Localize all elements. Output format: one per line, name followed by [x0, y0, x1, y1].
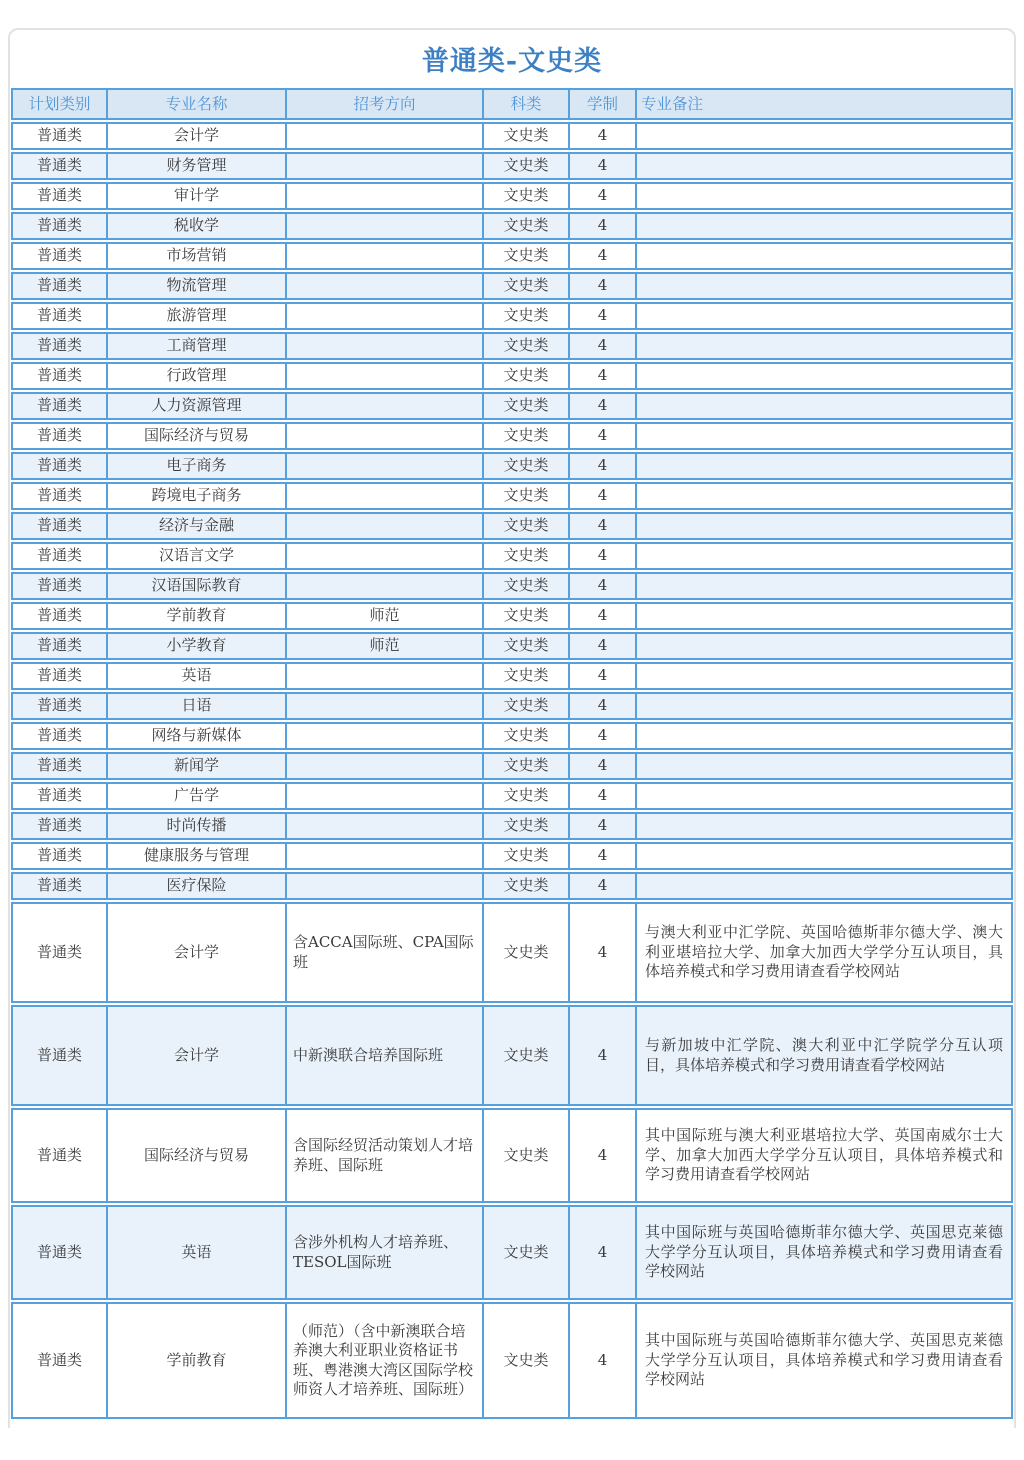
cell-direction — [287, 692, 484, 720]
cell-direction — [287, 122, 484, 150]
cell-subject-type: 文史类 — [484, 842, 570, 870]
cell-plan-category: 普通类 — [11, 362, 108, 390]
cell-subject-type: 文史类 — [484, 542, 570, 570]
cell-major-remarks — [637, 452, 1013, 480]
cell-direction — [287, 902, 484, 1003]
cell-direction — [287, 422, 484, 450]
table-row — [11, 422, 1013, 450]
cell-study-length: 4 — [570, 1005, 637, 1106]
table-row — [11, 542, 1013, 570]
cell-study-length: 4 — [570, 242, 637, 270]
cell-study-length: 4 — [570, 812, 637, 840]
cell-plan-category: 普通类 — [11, 272, 108, 300]
table-row — [11, 362, 1013, 390]
cell-major-remarks — [637, 542, 1013, 570]
cell-major-name: 时尚传播 — [108, 812, 287, 840]
table-row — [11, 242, 1013, 270]
cell-direction — [287, 212, 484, 240]
cell-subject-type: 文史类 — [484, 1205, 570, 1300]
cell-direction — [287, 482, 484, 510]
cell-subject-type: 文史类 — [484, 452, 570, 480]
cell-subject-type: 文史类 — [484, 752, 570, 780]
cell-major-name: 税收学 — [108, 212, 287, 240]
cell-major-remarks — [637, 152, 1013, 180]
header-major-remarks: 专业备注 — [637, 88, 1013, 120]
table-row — [11, 902, 1013, 1003]
cell-subject-type: 文史类 — [484, 812, 570, 840]
cell-study-length: 4 — [570, 692, 637, 720]
cell-subject-type: 文史类 — [484, 722, 570, 750]
cell-major-name: 行政管理 — [108, 362, 287, 390]
cell-major-name: 学前教育 — [108, 602, 287, 630]
table-row — [11, 482, 1013, 510]
table-row — [11, 212, 1013, 240]
cell-direction — [287, 872, 484, 900]
cell-plan-category: 普通类 — [11, 572, 108, 600]
cell-subject-type: 文史类 — [484, 872, 570, 900]
direction-text: （师范）（含中新澳联合培养澳大利亚职业资格证书班、粤港澳大湾区国际学校师资人才培养班、国际班） — [293, 1321, 474, 1399]
cell-study-length: 4 — [570, 542, 637, 570]
cell-subject-type: 文史类 — [484, 1108, 570, 1203]
cell-major-name: 汉语言文学 — [108, 542, 287, 570]
table-row — [11, 782, 1013, 810]
cell-study-length: 4 — [570, 632, 637, 660]
cell-direction — [287, 302, 484, 330]
cell-study-length: 4 — [570, 422, 637, 450]
cell-major-remarks — [637, 242, 1013, 270]
cell-subject-type: 文史类 — [484, 512, 570, 540]
remark-text: 其中国际班与澳大利亚堪培拉大学、英国南威尔士大学、加拿大加西大学学分互认项目，具体培养模式和学习费用请查看学校网站 — [645, 1126, 1003, 1184]
table-row — [11, 332, 1013, 360]
cell-major-name: 会计学 — [108, 1005, 287, 1106]
cell-major-name: 工商管理 — [108, 332, 287, 360]
table-row — [11, 842, 1013, 870]
cell-major-name: 学前教育 — [108, 1302, 287, 1419]
cell-direction — [287, 452, 484, 480]
cell-major-remarks — [637, 362, 1013, 390]
cell-plan-category: 普通类 — [11, 332, 108, 360]
cell-study-length: 4 — [570, 602, 637, 630]
admission-plan-table — [11, 88, 1013, 1419]
cell-plan-category: 普通类 — [11, 602, 108, 630]
remark-text: 其中国际班与英国哈德斯菲尔德大学、英国思克莱德大学学分互认项目，具体培养模式和学习费用请查看学校网站 — [645, 1331, 1003, 1389]
cell-major-remarks — [637, 1302, 1013, 1419]
cell-study-length: 4 — [570, 212, 637, 240]
cell-direction — [287, 602, 484, 630]
cell-direction — [287, 752, 484, 780]
cell-major-remarks — [637, 722, 1013, 750]
cell-direction — [287, 182, 484, 210]
table-row — [11, 452, 1013, 480]
cell-subject-type: 文史类 — [484, 182, 570, 210]
cell-study-length: 4 — [570, 152, 637, 180]
cell-plan-category: 普通类 — [11, 692, 108, 720]
cell-study-length: 4 — [570, 572, 637, 600]
cell-major-name: 会计学 — [108, 902, 287, 1003]
cell-direction — [287, 362, 484, 390]
cell-plan-category: 普通类 — [11, 752, 108, 780]
cell-subject-type: 文史类 — [484, 242, 570, 270]
direction-text: 师范 — [369, 636, 400, 655]
direction-text: 师范 — [369, 606, 400, 625]
cell-plan-category: 普通类 — [11, 182, 108, 210]
cell-major-name: 英语 — [108, 1205, 287, 1300]
cell-plan-category: 普通类 — [11, 1302, 108, 1419]
cell-plan-category: 普通类 — [11, 872, 108, 900]
cell-major-remarks — [637, 1108, 1013, 1203]
cell-plan-category: 普通类 — [11, 1108, 108, 1203]
table-row — [11, 1302, 1013, 1419]
cell-subject-type: 文史类 — [484, 902, 570, 1003]
cell-direction — [287, 332, 484, 360]
table-row — [11, 752, 1013, 780]
cell-plan-category: 普通类 — [11, 392, 108, 420]
cell-major-remarks — [637, 662, 1013, 690]
cell-major-name: 国际经济与贸易 — [108, 1108, 287, 1203]
cell-direction — [287, 782, 484, 810]
cell-plan-category: 普通类 — [11, 842, 108, 870]
cell-study-length: 4 — [570, 902, 637, 1003]
remark-text: 与澳大利亚中汇学院、英国哈德斯菲尔德大学、澳大利亚堪培拉大学、加拿大加西大学学分互认项目，具体培养模式和学习费用请查看学校网站 — [645, 923, 1003, 981]
cell-major-name: 英语 — [108, 662, 287, 690]
table-row — [11, 122, 1013, 150]
cell-subject-type: 文史类 — [484, 1005, 570, 1106]
table-row — [11, 392, 1013, 420]
cell-study-length: 4 — [570, 122, 637, 150]
cell-plan-category: 普通类 — [11, 152, 108, 180]
cell-plan-category: 普通类 — [11, 782, 108, 810]
cell-major-remarks — [637, 752, 1013, 780]
cell-study-length: 4 — [570, 1108, 637, 1203]
cell-plan-category: 普通类 — [11, 512, 108, 540]
cell-major-remarks — [637, 392, 1013, 420]
cell-direction — [287, 572, 484, 600]
table-header-row — [11, 88, 1013, 120]
table-row — [11, 812, 1013, 840]
cell-study-length: 4 — [570, 182, 637, 210]
cell-major-name: 跨境电子商务 — [108, 482, 287, 510]
table-row — [11, 152, 1013, 180]
table-row — [11, 632, 1013, 660]
cell-subject-type: 文史类 — [484, 302, 570, 330]
table-row — [11, 722, 1013, 750]
cell-major-remarks — [637, 872, 1013, 900]
table-row — [11, 602, 1013, 630]
cell-study-length: 4 — [570, 482, 637, 510]
cell-direction — [287, 152, 484, 180]
cell-major-remarks — [637, 122, 1013, 150]
cell-plan-category: 普通类 — [11, 302, 108, 330]
header-plan-category: 计划类别 — [11, 88, 108, 120]
table-row — [11, 1005, 1013, 1106]
header-major-name: 专业名称 — [108, 88, 287, 120]
cell-subject-type: 文史类 — [484, 332, 570, 360]
cell-major-remarks — [637, 512, 1013, 540]
cell-plan-category: 普通类 — [11, 242, 108, 270]
direction-text: 含国际经贸活动策划人才培养班、国际班 — [293, 1136, 474, 1174]
cell-study-length: 4 — [570, 782, 637, 810]
cell-study-length: 4 — [570, 1205, 637, 1300]
cell-study-length: 4 — [570, 752, 637, 780]
cell-major-remarks — [637, 272, 1013, 300]
cell-study-length: 4 — [570, 362, 637, 390]
cell-major-name: 会计学 — [108, 122, 287, 150]
cell-major-remarks — [637, 212, 1013, 240]
cell-plan-category: 普通类 — [11, 422, 108, 450]
table-body — [11, 122, 1013, 1419]
table-row — [11, 692, 1013, 720]
cell-plan-category: 普通类 — [11, 1005, 108, 1106]
cell-plan-category: 普通类 — [11, 1205, 108, 1300]
remark-text: 其中国际班与英国哈德斯菲尔德大学、英国思克莱德大学学分互认项目，具体培养模式和学习费用请查看学校网站 — [645, 1223, 1003, 1281]
cell-major-remarks — [637, 422, 1013, 450]
cell-study-length: 4 — [570, 1302, 637, 1419]
cell-subject-type: 文史类 — [484, 152, 570, 180]
direction-text: 中新澳联合培养国际班 — [293, 1045, 444, 1064]
cell-major-remarks — [637, 182, 1013, 210]
cell-major-remarks — [637, 782, 1013, 810]
cell-study-length: 4 — [570, 392, 637, 420]
cell-major-name: 网络与新媒体 — [108, 722, 287, 750]
cell-direction — [287, 1108, 484, 1203]
cell-major-remarks — [637, 902, 1013, 1003]
cell-plan-category: 普通类 — [11, 812, 108, 840]
cell-major-name: 健康服务与管理 — [108, 842, 287, 870]
table-row — [11, 512, 1013, 540]
cell-major-name: 人力资源管理 — [108, 392, 287, 420]
cell-major-remarks — [637, 602, 1013, 630]
cell-subject-type: 文史类 — [484, 662, 570, 690]
table-row — [11, 872, 1013, 900]
cell-major-name: 电子商务 — [108, 452, 287, 480]
cell-major-remarks — [637, 482, 1013, 510]
cell-direction — [287, 1005, 484, 1106]
cell-major-remarks — [637, 572, 1013, 600]
direction-text: 含ACCA国际班、CPA国际班 — [293, 933, 474, 971]
cell-subject-type: 文史类 — [484, 1302, 570, 1419]
page-title: 普通类-文史类 — [421, 46, 603, 77]
cell-direction — [287, 662, 484, 690]
cell-direction — [287, 392, 484, 420]
cell-subject-type: 文史类 — [484, 632, 570, 660]
cell-major-remarks — [637, 632, 1013, 660]
cell-direction — [287, 632, 484, 660]
cell-major-name: 汉语国际教育 — [108, 572, 287, 600]
cell-major-name: 财务管理 — [108, 152, 287, 180]
table-row — [11, 1205, 1013, 1300]
cell-direction — [287, 512, 484, 540]
table-row — [11, 302, 1013, 330]
cell-major-name: 国际经济与贸易 — [108, 422, 287, 450]
cell-major-remarks — [637, 692, 1013, 720]
cell-direction — [287, 542, 484, 570]
cell-major-remarks — [637, 842, 1013, 870]
cell-subject-type: 文史类 — [484, 692, 570, 720]
cell-subject-type: 文史类 — [484, 212, 570, 240]
header-study-length: 学制 — [570, 88, 637, 120]
cell-subject-type: 文史类 — [484, 272, 570, 300]
cell-plan-category: 普通类 — [11, 212, 108, 240]
cell-plan-category: 普通类 — [11, 722, 108, 750]
table-row — [11, 1108, 1013, 1203]
cell-study-length: 4 — [570, 512, 637, 540]
cell-direction — [287, 1302, 484, 1419]
cell-major-name: 物流管理 — [108, 272, 287, 300]
cell-major-name: 日语 — [108, 692, 287, 720]
direction-text: 含涉外机构人才培养班、TESOL国际班 — [293, 1233, 459, 1271]
cell-major-remarks — [637, 1005, 1013, 1106]
cell-direction — [287, 1205, 484, 1300]
cell-study-length: 4 — [570, 872, 637, 900]
cell-plan-category: 普通类 — [11, 902, 108, 1003]
cell-major-name: 市场营销 — [108, 242, 287, 270]
cell-major-name: 经济与金融 — [108, 512, 287, 540]
cell-study-length: 4 — [570, 302, 637, 330]
cell-subject-type: 文史类 — [484, 482, 570, 510]
cell-direction — [287, 842, 484, 870]
cell-plan-category: 普通类 — [11, 662, 108, 690]
table-row — [11, 572, 1013, 600]
cell-study-length: 4 — [570, 452, 637, 480]
cell-study-length: 4 — [570, 842, 637, 870]
cell-plan-category: 普通类 — [11, 452, 108, 480]
cell-direction — [287, 812, 484, 840]
cell-direction — [287, 722, 484, 750]
cell-plan-category: 普通类 — [11, 122, 108, 150]
cell-direction — [287, 272, 484, 300]
cell-study-length: 4 — [570, 662, 637, 690]
plan-table-card — [8, 28, 1016, 1428]
cell-study-length: 4 — [570, 722, 637, 750]
cell-major-name: 审计学 — [108, 182, 287, 210]
table-row — [11, 182, 1013, 210]
cell-major-name: 小学教育 — [108, 632, 287, 660]
cell-study-length: 4 — [570, 332, 637, 360]
table-row — [11, 272, 1013, 300]
cell-major-name: 医疗保险 — [108, 872, 287, 900]
cell-major-remarks — [637, 1205, 1013, 1300]
cell-major-name: 旅游管理 — [108, 302, 287, 330]
remark-text: 与新加坡中汇学院、澳大利亚中汇学院学分互认项目，具体培养模式和学习费用请查看学校网站 — [645, 1036, 1003, 1074]
cell-subject-type: 文史类 — [484, 122, 570, 150]
cell-subject-type: 文史类 — [484, 422, 570, 450]
cell-major-remarks — [637, 302, 1013, 330]
cell-plan-category: 普通类 — [11, 482, 108, 510]
cell-subject-type: 文史类 — [484, 572, 570, 600]
cell-direction — [287, 242, 484, 270]
cell-subject-type: 文史类 — [484, 602, 570, 630]
cell-subject-type: 文史类 — [484, 392, 570, 420]
cell-major-remarks — [637, 332, 1013, 360]
header-direction: 招考方向 — [287, 88, 484, 120]
cell-major-name: 新闻学 — [108, 752, 287, 780]
cell-plan-category: 普通类 — [11, 542, 108, 570]
cell-major-name: 广告学 — [108, 782, 287, 810]
table-row — [11, 662, 1013, 690]
cell-subject-type: 文史类 — [484, 782, 570, 810]
cell-study-length: 4 — [570, 272, 637, 300]
cell-subject-type: 文史类 — [484, 362, 570, 390]
header-subject-type: 科类 — [484, 88, 570, 120]
cell-major-remarks — [637, 812, 1013, 840]
cell-plan-category: 普通类 — [11, 632, 108, 660]
